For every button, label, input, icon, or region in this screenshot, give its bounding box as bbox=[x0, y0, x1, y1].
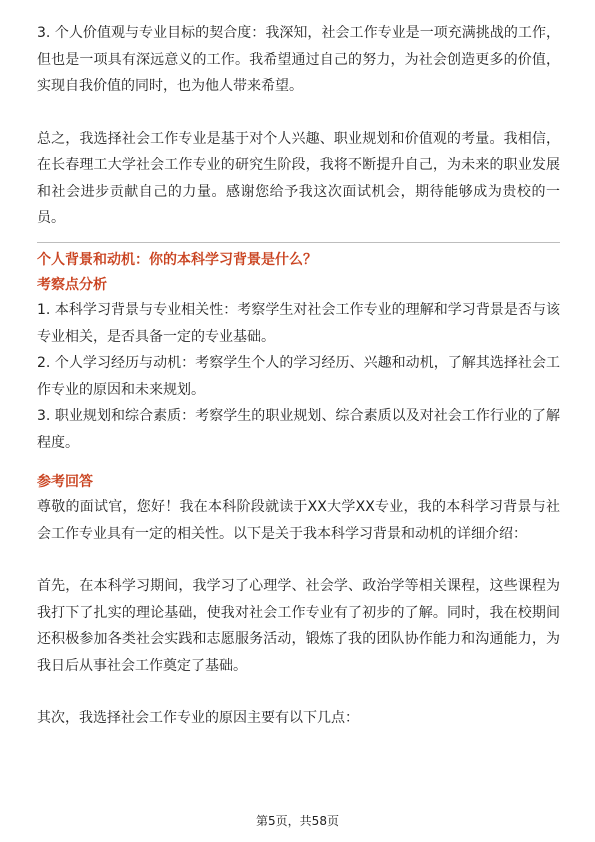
answer-paragraph-2: 首先，在本科学习期间，我学习了心理学、社会学、政治学等相关课程，这些课程为我打下了扎实的理论基础，使我对社会工作专业有了初步的了解。同时，我在校期间还积极参加各类社会实践和志愿服务活动，锻炼了我的团队协作能力和沟通能力，为我日后从事社会工作奠定了基础。 bbox=[37, 578, 560, 674]
spacer bbox=[37, 547, 560, 573]
answer-paragraph-3: 其次，我选择社会工作专业的原因主要有以下几点： bbox=[37, 710, 359, 726]
document-page bbox=[37, 20, 560, 732]
question-title: 个人背景和动机：你的本科学习背景是什么？ bbox=[37, 251, 317, 268]
analysis-item-3: 3. 职业规划和综合素质：考察学生的职业规划、综合素质以及对社会工作行业的了解程度。 bbox=[37, 408, 560, 451]
section-divider bbox=[37, 242, 560, 243]
analysis-heading: 考察点分析 bbox=[37, 277, 107, 293]
spacer bbox=[37, 100, 560, 126]
analysis-item-2: 2. 个人学习经历与动机：考察学生个人的学习经历、兴趣和动机，了解其选择社会工作专业的原因和未来规划。 bbox=[37, 355, 560, 398]
summary-paragraph: 总之，我选择社会工作专业是基于对个人兴趣、职业规划和价值观的考量。我相信，在长春理工大学社会工作专业的研究生阶段，我将不断提升自己，为未来的职业发展和社会进步贡献自己的力量。感谢您给予我这次面试机会，期待能够成为贵校的一员。 bbox=[37, 130, 560, 226]
spacer bbox=[37, 456, 560, 470]
page-number: 第5页，共58页 bbox=[256, 814, 339, 828]
answer-paragraph-1: 尊敬的面试官，您好！我在本科阶段就读于XX大学XX专业，我的本科学习背景与社会工作专业具有一定的相关性。以下是关于我本科学习背景和动机的详细介绍： bbox=[37, 499, 560, 542]
analysis-item-1: 1. 本科学习背景与专业相关性：考察学生对社会工作专业的理解和学习背景是否与该专业相关，是否具备一定的专业基础。 bbox=[37, 302, 560, 345]
answer-heading: 参考回答 bbox=[37, 474, 93, 490]
spacer bbox=[37, 679, 560, 705]
intro-point-3: 3. 个人价值观与专业目标的契合度：我深知，社会工作专业是一项充满挑战的工作，但也是一项具有深远意义的工作。我希望通过自己的努力，为社会创造更多的价值，实现自我价值的同时，也为他人带来希望。 bbox=[37, 25, 560, 94]
